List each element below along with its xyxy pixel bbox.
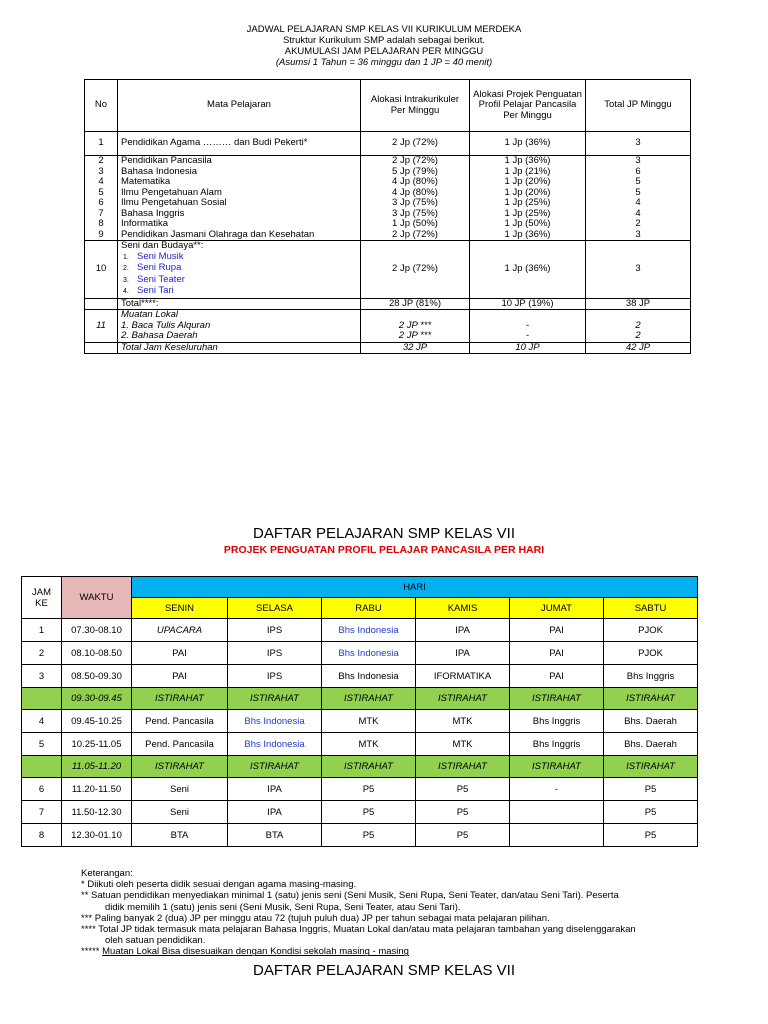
subject-name: Pendidikan Agama ……… dan Budi Pekerti* [118,132,361,156]
grand-total-projek: 10 JP [470,342,586,354]
subject-no: 9 [85,230,118,241]
schedule-cell: MTK [322,710,416,733]
document-header [0,24,768,68]
note-5 [81,946,741,957]
waktu: 10.25-11.05 [62,733,132,756]
subject-intra: 4 Jp (80%) [361,177,470,188]
subject-no: 7 [85,209,118,220]
mulok-item: 2. Bahasa Daerah [121,330,198,341]
day-header-sabtu: SABTU [604,598,698,619]
subject-row-seni [85,241,691,299]
subject-row [85,132,691,156]
total-row [85,298,691,310]
mulok-item-projek: - [525,330,530,341]
subject-no: 6 [85,198,118,209]
schedule-cell: P5 [322,801,416,824]
col-header-waktu: WAKTU [62,577,132,619]
schedule-cell: Bhs Indonesia [228,733,322,756]
day-header-selasa: SELASA [228,598,322,619]
schedule-cell: IFORMATIKA [416,665,510,688]
subject-total: 2 [586,219,691,230]
footer-title: DAFTAR PELAJARAN SMP KELAS VII [252,962,516,979]
total-intra: 28 JP (81%) [361,298,470,310]
mulok-item-intra: 2 JP *** [398,330,432,341]
subject-projek: 1 Jp (50%) [470,219,586,230]
total-total: 38 JP [586,298,691,310]
schedule-cell: Pend. Pancasila [132,710,228,733]
seni-item-number: 4. [123,288,129,295]
schedule-cell: P5 [322,778,416,801]
break-row [22,688,698,710]
schedule-cell: ISTIRAHAT [132,756,228,778]
grand-total-label: Total Jam Keseluruhan [118,342,361,354]
subject-projek: 1 Jp (36%) [470,230,586,241]
seni-item-number: 2. [123,265,129,272]
day-header-kamis: KAMIS [416,598,510,619]
subject-row [85,156,691,167]
header-title: JADWAL PELAJARAN SMP KELAS VII KURIKULUM MERDEKA [246,24,522,35]
waktu: 07.30-08.10 [62,619,132,642]
schedule-cell [510,824,604,847]
schedule-cell: ISTIRAHAT [416,756,510,778]
subject-total: 6 [586,167,691,178]
subject-name: Pendidikan Jasmani Olahraga dan Kesehatan [118,230,361,241]
schedule-cell: ISTIRAHAT [228,756,322,778]
subject-projek: 1 Jp (36%) [470,132,586,156]
schedule-cell: ISTIRAHAT [510,756,604,778]
waktu: 09.45-10.25 [62,710,132,733]
col-header-projek: Alokasi Projek Penguatan Profil Pelajar Pancasila Per Minggu [470,80,586,132]
note-5-prefix: ***** [81,946,103,958]
subject-no: 3 [85,167,118,178]
subject-total: 3 [586,132,691,156]
subject-total: 3 [586,230,691,241]
subject-no: 10 [85,241,118,299]
subject-total: 4 [586,209,691,220]
jam-ke: 2 [22,642,62,665]
subject-total: 4 [586,198,691,209]
subject-projek: 1 Jp (20%) [470,177,586,188]
note-4-cont: oleh satuan pendidikan. [105,935,206,947]
seni-item-label: Seni Tari [137,285,174,296]
jam-ke [22,756,62,778]
jam-ke [22,688,62,710]
schedule-cell: P5 [604,778,698,801]
seni-list [121,252,357,298]
schedule-cell: PJOK [604,642,698,665]
mulok-item: 1. Baca Tulis Alquran [121,319,211,331]
jam-ke: 8 [22,824,62,847]
mulok-item-intra: 2 JP *** [398,319,432,331]
subject-intra: 5 Jp (79%) [361,167,470,178]
schedule-cell: PAI [510,619,604,642]
subject-name: Pendidikan Pancasila [118,156,361,167]
subject-row [85,219,691,230]
schedule-cell: ISTIRAHAT [322,688,416,710]
seni-item-label: Seni Musik [137,250,184,262]
schedule-cell: BTA [228,824,322,847]
schedule-cell: PAI [510,642,604,665]
seni-label: Seni dan Budaya**: [121,240,204,251]
schedule-cell: P5 [322,824,416,847]
schedule-row [22,642,698,665]
schedule-cell: ISTIRAHAT [132,688,228,710]
jam-ke: 1 [22,619,62,642]
schedule-cell: Bhs. Daerah [604,733,698,756]
col-header-no: No [85,80,118,132]
schedule-cell: - [510,778,604,801]
schedule-cell: PJOK [604,619,698,642]
schedule-row [22,710,698,733]
subject-name: Matematika [118,177,361,188]
subject-name: Informatika [118,219,361,230]
waktu: 11.20-11.50 [62,778,132,801]
schedule-cell: IPS [228,665,322,688]
schedule-cell: Bhs Indonesia [322,665,416,688]
subject-name-seni [118,241,361,299]
schedule-cell [510,801,604,824]
grand-total-row [85,342,691,354]
total-label: Total****: [118,298,361,310]
schedule-row [22,778,698,801]
waktu: 12.30-01.10 [62,824,132,847]
schedule-cell: Pend. Pancasila [132,733,228,756]
subject-total: 5 [586,177,691,188]
schedule-cell: P5 [604,801,698,824]
subject-row [85,230,691,241]
subject-projek: 1 Jp (36%) [470,156,586,167]
seni-item-number: 3. [123,276,129,284]
subject-projek: 1 Jp (25%) [470,209,586,220]
notes-section [81,868,741,958]
schedule-cell: IPA [416,642,510,665]
seni-item-label: Seni Rupa [137,262,182,273]
schedule-cell: Bhs Inggris [510,710,604,733]
subject-intra: 2 Jp (72%) [361,156,470,167]
subject-projek: 1 Jp (25%) [470,198,586,209]
subject-total: 3 [586,156,691,167]
schedule-cell: IPA [228,778,322,801]
weekly-schedule-table [21,576,698,847]
subject-intra: 2 Jp (72%) [361,241,470,299]
notes-title: Keterangan: [81,868,133,879]
mulok-no: 11 [85,310,118,343]
mulok-item-total: 2 [635,319,641,331]
schedule-row [22,619,698,642]
subject-total: 5 [586,188,691,199]
note-4: **** Total JP tidak termasuk mata pelajaran Bahasa Inggris, Muatan Lokal dan/atau mata pelajaran tambahan yang diselenggarakan [81,924,636,936]
schedule-cell: P5 [416,778,510,801]
mulok-total [586,310,691,343]
schedule-cell: PAI [510,665,604,688]
subject-no: 4 [85,177,118,188]
mulok-item-total: 2 [635,330,641,341]
jam-ke: 7 [22,801,62,824]
note-2: ** Satuan pendidikan menyediakan minimal 1 (satu) jenis seni (Seni Musik, Seni Rupa, Seni Teater, dan/atau Seni Tari). Peserta [81,890,619,902]
schedule-cell: BTA [132,824,228,847]
schedule-cell: ISTIRAHAT [228,688,322,710]
seni-item-number: 1. [123,253,129,261]
schedule-cell: Bhs Indonesia [322,619,416,642]
schedule-cell: Bhs Inggris [604,665,698,688]
subject-intra: 4 Jp (80%) [361,188,470,199]
col-header-jam: JAM KE [22,577,62,619]
schedule-cell: ISTIRAHAT [604,688,698,710]
subject-no: 8 [85,219,118,230]
subject-intra: 2 Jp (72%) [361,230,470,241]
schedule-cell: Bhs Indonesia [228,710,322,733]
subject-no: 1 [85,132,118,156]
schedule-row [22,733,698,756]
mulok-intra [361,310,470,343]
seni-item [121,286,357,298]
subject-total: 3 [586,241,691,299]
schedule-cell: IPA [228,801,322,824]
schedule-cell: IPS [228,642,322,665]
mulok-row [85,310,691,343]
col-header-intra: Alokasi Intrakurikuler Per Minggu [361,80,470,132]
note-5-text: Muatan Lokal Bisa disesuaikan dengan Kondisi sekolah masing - masing [102,946,409,958]
schedule-cell: IPA [416,619,510,642]
subject-no: 2 [85,156,118,167]
subject-name: Ilmu Pengetahuan Alam [118,188,361,199]
col-header-hari: HARI [132,577,698,598]
schedule-row [22,665,698,688]
subject-row [85,177,691,188]
schedule-cell: IPS [228,619,322,642]
schedule-cell: Seni [132,801,228,824]
schedule-cell: Bhs. Daerah [604,710,698,733]
jam-ke: 3 [22,665,62,688]
schedule-subtitle: PROJEK PENGUATAN PROFIL PELAJAR PANCASILA PER HARI [223,544,545,556]
schedule-cell: ISTIRAHAT [510,688,604,710]
schedule-cell: MTK [416,733,510,756]
schedule-cell: PAI [132,642,228,665]
mulok-projek [470,310,586,343]
subject-projek: 1 Jp (20%) [470,188,586,199]
schedule-row [22,824,698,847]
day-header-rabu: RABU [322,598,416,619]
subject-intra: 3 Jp (75%) [361,198,470,209]
subject-name: Bahasa Inggris [118,209,361,220]
schedule-cell: ISTIRAHAT [322,756,416,778]
curriculum-structure-table [84,79,691,354]
grand-total-intra: 32 JP [361,342,470,354]
schedule-cell: Bhs Inggris [510,733,604,756]
subject-row [85,209,691,220]
col-header-mapel: Mata Pelajaran [118,80,361,132]
schedule-cell: MTK [322,733,416,756]
total-projek: 10 JP (19%) [470,298,586,310]
jam-ke: 5 [22,733,62,756]
subject-intra: 3 Jp (75%) [361,209,470,220]
schedule-title: DAFTAR PELAJARAN SMP KELAS VII [252,525,516,542]
note-3: *** Paling banyak 2 (dua) JP per minggu atau 72 (tujuh puluh dua) JP per tahun sebagai mata pelajaran pilihan. [81,912,550,924]
subject-no: 5 [85,188,118,199]
subject-row [85,167,691,178]
waktu: 09.30-09.45 [62,688,132,710]
day-header-jumat: JUMAT [510,598,604,619]
schedule-cell: Seni [132,778,228,801]
schedule-cell: ISTIRAHAT [604,756,698,778]
col-header-total: Total JP Minggu [586,80,691,132]
schedule-cell: P5 [416,824,510,847]
waktu: 08.50-09.30 [62,665,132,688]
subject-projek: 1 Jp (21%) [470,167,586,178]
mulok-label: Muatan Lokal [121,309,179,320]
day-header-senin: SENIN [132,598,228,619]
mulok-item-projek: - [525,319,530,331]
grand-total-total: 42 JP [586,342,691,354]
subject-row [85,198,691,209]
subject-name: Ilmu Pengetahuan Sosial [118,198,361,209]
note-2-cont: didik memilih 1 (satu) jenis seni (Seni Musik, Seni Rupa, Seni Teater, atau Seni Tari). [105,901,461,913]
subject-projek: 1 Jp (36%) [470,241,586,299]
header-heading: AKUMULASI JAM PELAJARAN PER MINGGU [284,46,484,57]
schedule-cell: Bhs Indonesia [322,642,416,665]
schedule-cell: UPACARA [132,619,228,642]
waktu: 08.10-08.50 [62,642,132,665]
break-row [22,756,698,778]
schedule-cell: P5 [416,801,510,824]
seni-item-label: Seni Teater [137,273,185,285]
total-no [85,298,118,310]
subject-intra: 1 Jp (50%) [361,219,470,230]
note-1: * Diikuti oleh peserta didik sesuai dengan agama masing-masing. [81,879,357,891]
jam-ke: 4 [22,710,62,733]
schedule-row [22,801,698,824]
schedule-cell: ISTIRAHAT [416,688,510,710]
waktu: 11.50-12.30 [62,801,132,824]
header-assumption: (Asumsi 1 Tahun = 36 minggu dan 1 JP = 40 menit) [275,57,493,68]
subject-name: Bahasa Indonesia [118,167,361,178]
mulok-names [118,310,361,343]
header-subtitle: Struktur Kurikulum SMP adalah sebagai berikut. [282,35,486,46]
schedule-cell: MTK [416,710,510,733]
schedule-cell: PAI [132,665,228,688]
jam-ke: 6 [22,778,62,801]
table-header-row [85,80,691,132]
grand-total-no [85,342,118,354]
waktu: 11.05-11.20 [62,756,132,778]
subject-intra: 2 Jp (72%) [361,132,470,156]
schedule-cell: P5 [604,824,698,847]
